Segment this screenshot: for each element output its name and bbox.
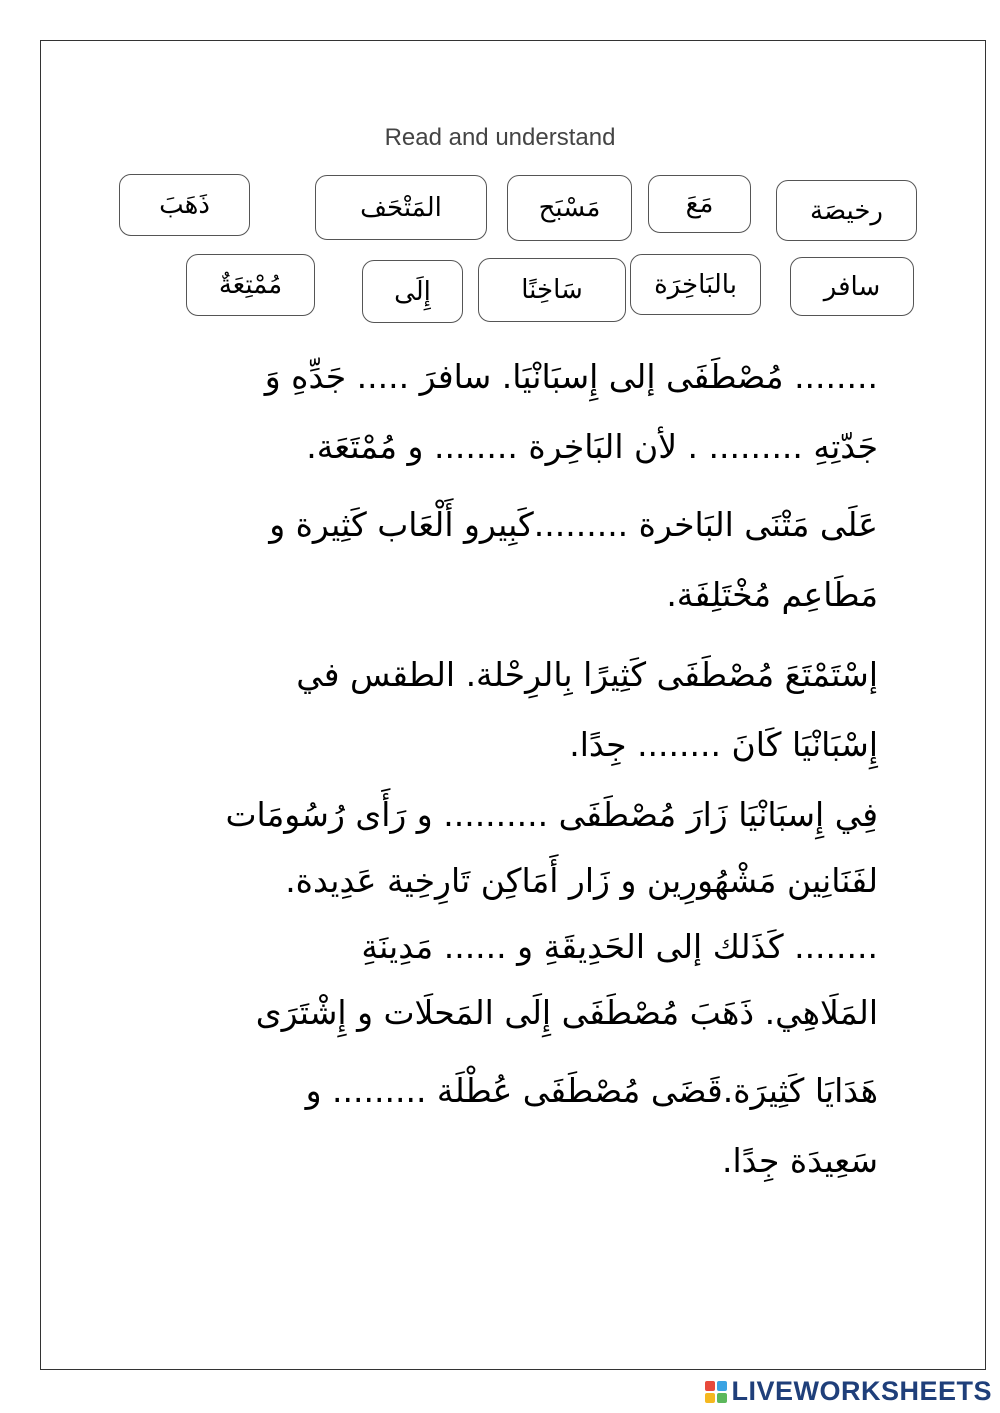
story-line: مَطَاعِم مُخْتَلِفَة.: [666, 575, 878, 614]
story-line: لفَنَانِين مَشْهُورِين و زَار أَمَاكِن تَارِخِية عَدِيدة.: [285, 861, 878, 900]
story-line: عَلَى مَتْنَى البَاخرة .........كَبِيرو أَلْعَاب كَثِيرة و: [269, 505, 878, 544]
logo-square: [705, 1381, 715, 1391]
word-bank-label: بالبَاخِرَة: [654, 269, 737, 300]
word-bank-label: مَعَ: [685, 189, 714, 219]
story-paragraph-2: [269, 490, 878, 630]
story-line: هَدَايَا كَثِيرَة.قَضَى مُصْطَفَى عُطْلَة ......... و: [305, 1071, 878, 1110]
story-line: ........ كَذَلك إلى الحَدِيقَةِ و ...... مَدِينَةِ: [361, 927, 878, 966]
logo-square: [717, 1393, 727, 1403]
word-bank-item[interactable]: [790, 257, 914, 316]
word-bank-item[interactable]: [648, 175, 751, 233]
word-bank-item[interactable]: [186, 254, 315, 316]
word-bank-item[interactable]: [315, 175, 487, 240]
word-bank-label: إِلَى: [394, 276, 431, 307]
logo-square: [717, 1381, 727, 1391]
word-bank-item[interactable]: [119, 174, 250, 236]
logo-square: [705, 1393, 715, 1403]
story-line: إسْتَمْتَعَ مُصْطَفَى كَثِيرًا بِالرِحْلة. الطقس في: [296, 655, 878, 694]
word-bank-item[interactable]: [362, 260, 463, 323]
word-bank-label: سافر: [823, 271, 881, 302]
brand-name: LIVEWORKSHEETS: [731, 1376, 992, 1406]
word-bank-item[interactable]: [507, 175, 632, 241]
word-bank-label: مَسْبَح: [538, 193, 601, 223]
word-bank-label: مُمْتِعَةٌ: [218, 270, 283, 300]
liveworksheets-logo[interactable]: [705, 1376, 992, 1407]
logo-icon: [705, 1381, 727, 1403]
word-bank-item[interactable]: [776, 180, 917, 241]
word-bank-label: المَتْحَف: [360, 192, 442, 223]
word-bank-label: ذَهَبَ: [159, 190, 210, 220]
word-bank-item[interactable]: [630, 254, 761, 315]
story-line: ........ مُصْطَفَى إلى إِسبَانْيَا. سافرَ ..... جَدِّهِ وَ: [264, 357, 878, 396]
story-paragraph-5: [306, 1056, 878, 1196]
story-line: المَلَاهِي. ذَهَبَ مُصْطَفَى إِلَى المَحلَات و إِشْتَرَى: [255, 993, 878, 1032]
story-line: جَدّتِهِ ......... . لأن البَاخِرة ........ و مُمْتَعَة.: [306, 427, 878, 466]
story-paragraph-3: [296, 640, 878, 780]
page-title: Read and understand: [384, 124, 616, 151]
story-line: فِي إِسبَانْيَا زَارَ مُصْطَفَى .......... و رَأَى رُسُومَات: [225, 795, 878, 834]
story-paragraph-4: [225, 782, 878, 1046]
story-line: إِسْبَانْيَا كَانَ ........ جِدًا.: [569, 725, 878, 764]
word-bank-label: رخيصَة: [810, 195, 883, 226]
story-line: سَعِيدَة جِدًا.: [721, 1141, 878, 1180]
story-paragraph-1: [265, 342, 878, 482]
word-bank-item[interactable]: [478, 258, 626, 322]
word-bank-label: سَاخِنًا: [521, 275, 583, 305]
